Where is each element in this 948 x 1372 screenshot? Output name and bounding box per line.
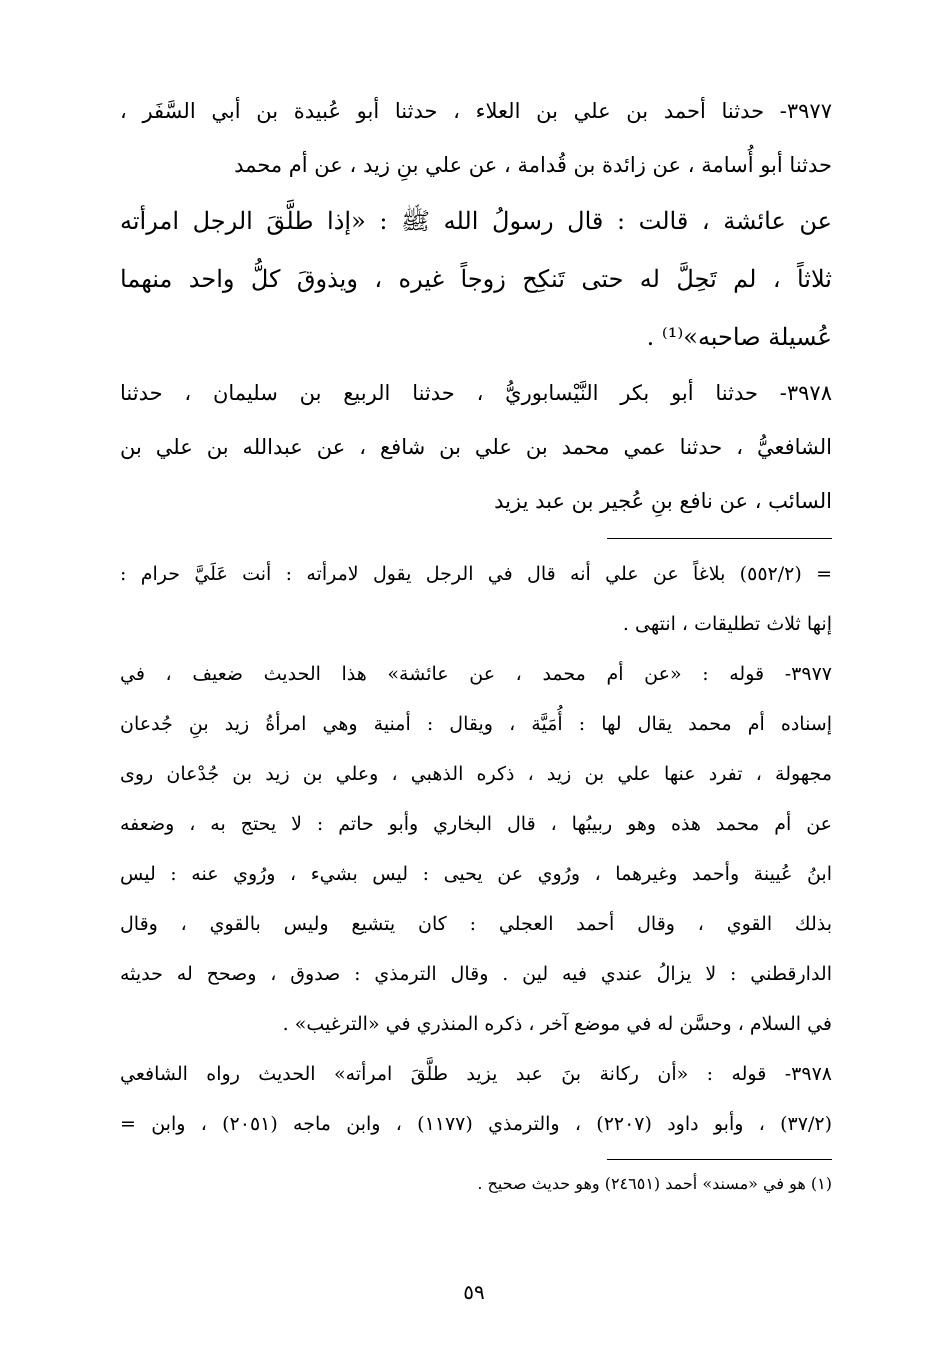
footnote [120,1170,832,1198]
text-line: ٣٩٧٨- قوله : «أن ركانة بنَ عبد يزيد طلَّقَ امرأته» الحديث رواه الشافعي [120,1063,832,1085]
footnote-text: (١) هو في «مسند» أحمد (٢٤٦٥١) وهو حديث صحيح . [477,1174,832,1193]
page-body [120,84,832,1198]
text-line: السائب ، عن نافع بنِ عُجير بن عبد يزيد [494,489,832,513]
text-line: إنها ثلاث تطليقات ، انتهى . [622,613,832,635]
text-line: بذلك القوي ، وقال أحمد العجلي : كان يتشيع وليس بالقوي ، وقال [120,913,832,935]
text-line: حدثنا أبو أُسامة ، عن زائدة بن قُدامة ، عن علي بنِ زيد ، عن أم محمد [234,153,832,177]
text-line: ثلاثاً ، لم تَحِلَّ له حتى تَنكِح زوجاً غيره ، ويذوقَ كلُّ واحد منهما [120,265,832,293]
text-line: مجهولة ، تفرد عنها علي بن زيد ، ذكره الذهبي ، وعلي بن زيد بن جُدْعان روى [120,763,832,785]
text-line: (٣٧/٢) ، وأبو داود (٢٢٠٧) ، والترمذي (١١٧٧) ، وابن ماجه (٢٠٥١) ، وابن = [120,1113,832,1135]
text-line: ٣٩٧٧- قوله : «عن أم محمد ، عن عائشة» هذا الحديث ضعيف ، في [120,663,832,685]
page-number: ٥٩ [463,1280,485,1304]
text-line: عن عائشة ، قالت : قال رسولُ الله ﷺ : «إذا طلَّقَ الرجل امرأته [120,207,832,235]
text-line: عُسيلة صاحبه»⁽¹⁾ . [646,323,832,351]
text-line: ٣٩٧٨- حدثنا أبو بكر النَّيْسابوريُّ ، حدثنا الربيع بن سليمان ، حدثنا [120,381,832,405]
hadith-3978 [120,366,832,528]
commentary-continuation [120,549,832,649]
text-line: الشافعيُّ ، حدثنا عمي محمد بن علي بن شافع ، عن عبدالله بن علي بن [120,435,832,459]
text-line: = (٥٥٢/٢) بلاغاً عن علي أنه قال في الرجل يقول لامرأته : أنت عَلَيَّ حرام : [120,563,832,585]
text-line: ابنُ عُيينة وأحمد وغيرهما ، ورُوي عن يحيى : ليس بشيء ، ورُوي عنه : ليس [120,863,832,885]
text-line: ٣٩٧٧- حدثنا أحمد بن علي بن العلاء ، حدثنا أبو عُبيدة بن أبي السَّفَر ، [120,99,832,123]
text-line: عن أم محمد هذه وهو ربيبُها ، قال البخاري وأبو حاتم : لا يحتج به ، وضعفه [120,813,832,835]
hadith-3977 [120,84,832,366]
commentary-3978 [120,1049,832,1149]
text-line: إسناده أم محمد يقال لها : أُمَيَّة ، ويقال : أمنية وهي امرأةُ زيد بنِ جُدعان [120,713,832,735]
text-line: في السلام ، وحسَّن له في موضع آخر ، ذكره المنذري في «الترغيب» . [282,1013,832,1035]
text-line: الدارقطني : لا يزالُ عندي فيه لين . وقال الترمذي : صدوق ، وصحح له حديثه [120,963,832,985]
commentary-3977 [120,649,832,1049]
